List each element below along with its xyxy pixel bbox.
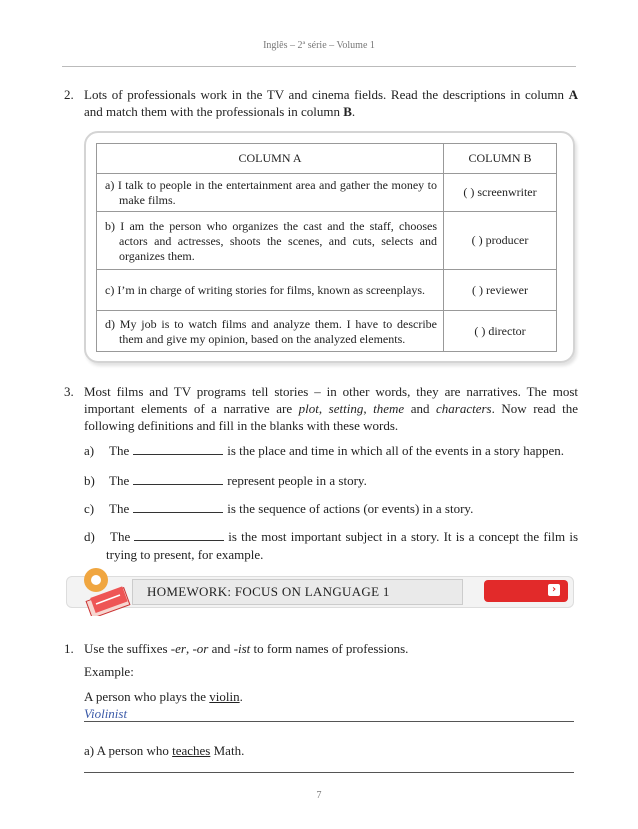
homework-icon (76, 560, 138, 616)
blank-field[interactable] (134, 530, 224, 541)
column-a-cell: b) I am the person who organizes the cast and the staff, chooses actors and actresses, shoots the scenes, and cuts, selects and organizes them. (97, 212, 444, 270)
table-row (97, 174, 557, 212)
chevron-right-icon[interactable]: › (548, 584, 560, 596)
q1-instructions: Use the suffixes -er, -or and -ist to form names of professions. (84, 641, 409, 656)
q2-number: 2. (64, 87, 74, 102)
column-b-cell[interactable]: ( ) screenwriter (444, 174, 557, 212)
item-a-answer-line[interactable] (84, 772, 574, 773)
q2-instructions: Lots of professionals work in the TV and cinema fields. Read the descriptions in column A and match them with the professionals in column B. (84, 87, 578, 119)
matching-table (96, 143, 557, 352)
example-label: Example: (84, 664, 134, 679)
column-b-cell[interactable]: ( ) producer (444, 212, 557, 270)
item-a-sentence: a) A person who teaches Math. (84, 743, 245, 758)
fill-item-c: c) The is the sequence of actions (or events) in a story. (84, 501, 474, 516)
header-rule (62, 66, 576, 67)
page-number: 7 (316, 790, 322, 801)
blank-field[interactable] (133, 474, 223, 485)
column-a-cell: d) My job is to watch films and analyze them. I have to describe them and give my opinion, based on the analyzed elements. (97, 311, 444, 352)
column-a-cell: c) I’m in charge of writing stories for films, known as screenplays. (97, 270, 444, 311)
example-answer-line (84, 721, 574, 722)
fill-item-b: b) The represent people in a story. (84, 473, 367, 488)
column-a-header: COLUMN A (97, 144, 444, 174)
table-row (97, 311, 557, 352)
q3-number: 3. (64, 384, 74, 399)
table-row (97, 212, 557, 270)
column-b-header: COLUMN B (444, 144, 557, 174)
page-header: Inglês – 2ª série – Volume 1 (263, 40, 375, 51)
column-b-cell[interactable]: ( ) reviewer (444, 270, 557, 311)
fill-item-d: d) The is the most important subject in a story. It is a concept the film is trying to present, for example. (84, 529, 578, 562)
q1-number: 1. (64, 641, 74, 656)
column-b-cell[interactable]: ( ) director (444, 311, 557, 352)
example-answer: Violinist (84, 706, 128, 721)
homework-title: HOMEWORK: FOCUS ON LANGUAGE 1 (132, 579, 463, 605)
example-sentence: A person who plays the violin. (84, 689, 243, 704)
blank-field[interactable] (133, 444, 223, 455)
table-row (97, 270, 557, 311)
q3-instructions: Most films and TV programs tell stories – in other words, they are narratives. The most important elements of a narrative are plot, setting, theme and characters. Now read the following definitions and fill in the blanks with these words. (84, 384, 579, 433)
column-a-cell: a) I talk to people in the entertainment area and gather the money to make films. (97, 174, 444, 212)
blank-field[interactable] (133, 502, 223, 513)
fill-item-a: a) The is the place and time in which all of the events in a story happen. (84, 443, 565, 458)
